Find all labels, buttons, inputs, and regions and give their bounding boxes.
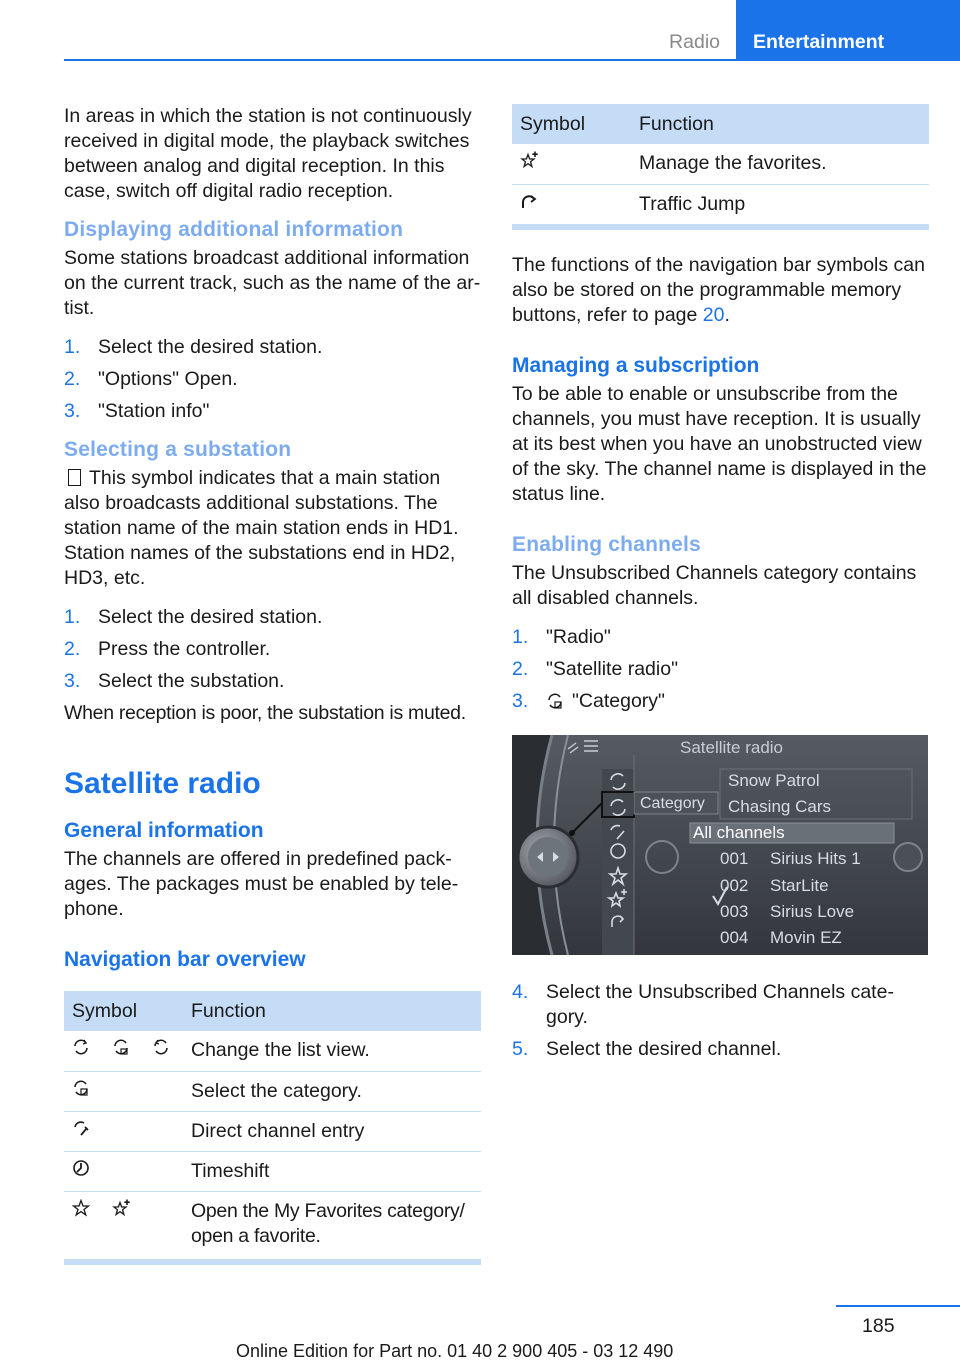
channel-number: 001 xyxy=(720,849,749,868)
category-icon xyxy=(72,1079,90,1097)
steps-enabling-continued xyxy=(512,980,929,1062)
table-cell-function: Direct channel entry xyxy=(183,1111,481,1151)
direct-entry-icon xyxy=(72,1119,90,1137)
table-row xyxy=(64,1111,481,1151)
heading-managing-subscription: Managing a subscription xyxy=(512,353,760,377)
footer-edition: Online Edition for Part no. 01 40 2 900 405 - 03 12 490 xyxy=(236,1341,674,1361)
idrive-screenshot xyxy=(512,735,928,955)
list-item: 1. "Radio" xyxy=(512,625,611,648)
table-cell-function: Manage the favorites. xyxy=(631,144,929,184)
channel-number: 002 xyxy=(720,876,749,895)
table-cell-function: Open the My Favorites category/ open a favorite. xyxy=(183,1191,481,1259)
channel-name: Sirius Hits 1 xyxy=(770,849,861,868)
star-outline-icon xyxy=(72,1199,90,1217)
list-view-icon xyxy=(72,1038,90,1056)
table-cell-function: Traffic Jump xyxy=(631,184,929,224)
manage-favorites-icon xyxy=(520,151,538,169)
menu-item: Snow Patrol xyxy=(728,771,820,790)
selected-menu-item: All channels xyxy=(693,823,785,842)
list-item: 5. Select the desired channel. xyxy=(512,1037,782,1060)
category-tooltip: Category xyxy=(640,795,705,812)
list-item: 2. Press the controller. xyxy=(64,638,271,660)
star-add-icon xyxy=(112,1199,130,1217)
intro-paragraph: In areas in which the station is not continuously received in digital mode, the playback switches between analog and digital reception. In this case, switch off digital radio reception. xyxy=(64,105,472,202)
list-item: 1. Select the desired station. xyxy=(64,606,323,628)
favorite-icons xyxy=(72,1199,175,1217)
table-bottom-rule xyxy=(64,1260,481,1265)
list-item: 1. Select the desired station. xyxy=(64,336,323,358)
table-row xyxy=(64,1071,481,1111)
table-header-symbol: Symbol xyxy=(64,991,183,1031)
heading-enabling-channels: Enabling channels xyxy=(512,532,701,556)
page-header xyxy=(64,0,960,61)
general-info-text: The channels are offered in predefined packages. The packages must be enabled by telephone. xyxy=(64,848,459,920)
idrive-controller-graphic xyxy=(512,735,928,955)
channel-number: 003 xyxy=(720,902,749,921)
table-header-symbol: Symbol xyxy=(512,104,631,144)
page-number: 185 xyxy=(862,1315,895,1337)
table-cell-function: Select the category. xyxy=(183,1071,481,1111)
steps-additional-info xyxy=(64,335,481,424)
substation-text: This symbol indicates that a main station also broadcasts additional substations. The station name of the main station ends in HD1. Station names of the substations end in HD2, HD3, etc. xyxy=(64,467,459,589)
channel-name: Movin EZ xyxy=(770,928,842,947)
header-section: Radio xyxy=(669,31,720,53)
steps-substation xyxy=(64,605,481,694)
list-item: 2. "Options" Open. xyxy=(64,368,238,390)
list-view-icons xyxy=(72,1038,175,1056)
list-item: 2. "Satellite radio" xyxy=(512,657,678,680)
channel-number: 004 xyxy=(720,928,749,947)
category-icon xyxy=(546,692,564,710)
heading-navbar-overview: Navigation bar overview xyxy=(64,948,306,971)
traffic-jump-icon xyxy=(520,192,538,210)
subscription-text: To be able to enable or unsubscribe from the channels, you must have reception. It is usually at its best when you have an unobstructed view of the sky. The channel name is displayed in the status line. xyxy=(512,382,927,505)
table-header-function: Function xyxy=(631,104,929,144)
list-item: 4. Select the Unsubscribed Channels category. xyxy=(512,980,894,1028)
list-item: 3. "Station info" xyxy=(64,400,210,422)
additional-info-text: Some stations broadcast additional information on the current track, such as the name of the artist. xyxy=(64,247,481,319)
menu-item: Chasing Cars xyxy=(728,797,831,816)
table-row xyxy=(512,184,929,224)
substation-icon xyxy=(68,469,81,486)
table-row xyxy=(64,1191,481,1259)
table-header-function: Function xyxy=(183,991,481,1031)
navbar-symbol-table xyxy=(64,991,481,1260)
channel-name: StarLite xyxy=(770,876,829,895)
table-bottom-rule xyxy=(512,225,929,230)
left-column xyxy=(64,104,481,1265)
table-header-row xyxy=(512,104,929,144)
list-view-category-icon xyxy=(112,1038,130,1056)
timeshift-icon xyxy=(72,1159,90,1177)
list-item: 3. Select the substation. xyxy=(64,670,285,692)
navbar-symbol-table-continued xyxy=(512,104,929,225)
table-row xyxy=(512,144,929,184)
table-row xyxy=(64,1151,481,1191)
table-cell-function: Timeshift xyxy=(183,1151,481,1191)
table-row xyxy=(64,1031,481,1071)
header-chapter: Entertainment xyxy=(736,0,960,61)
steps-enabling xyxy=(512,625,929,714)
page-link[interactable]: 20 xyxy=(702,303,725,326)
table-header-row xyxy=(64,991,481,1031)
table-cell-function: Change the list view. xyxy=(183,1031,481,1071)
heading-satellite-radio: Satellite radio xyxy=(64,767,261,800)
heading-additional-info: Displaying additional information xyxy=(64,218,404,241)
list-view-all-icon xyxy=(152,1038,170,1056)
enabling-text: The Unsubscribed Channels category contains all disabled channels. xyxy=(512,561,917,609)
navbar-memory-text: The functions of the navigation bar symbols can also be stored on the programmable memory buttons, refer to page 20. xyxy=(512,253,925,326)
heading-substation: Selecting a substation xyxy=(64,438,292,461)
channel-name: Sirius Love xyxy=(770,902,855,921)
footer-rule xyxy=(836,1305,960,1307)
muted-note: When reception is poor, the substation is muted. xyxy=(64,702,466,724)
list-item: 3. "Category" xyxy=(512,689,665,712)
screen-title: Satellite radio xyxy=(680,738,784,757)
heading-general-info: General information xyxy=(64,819,264,842)
